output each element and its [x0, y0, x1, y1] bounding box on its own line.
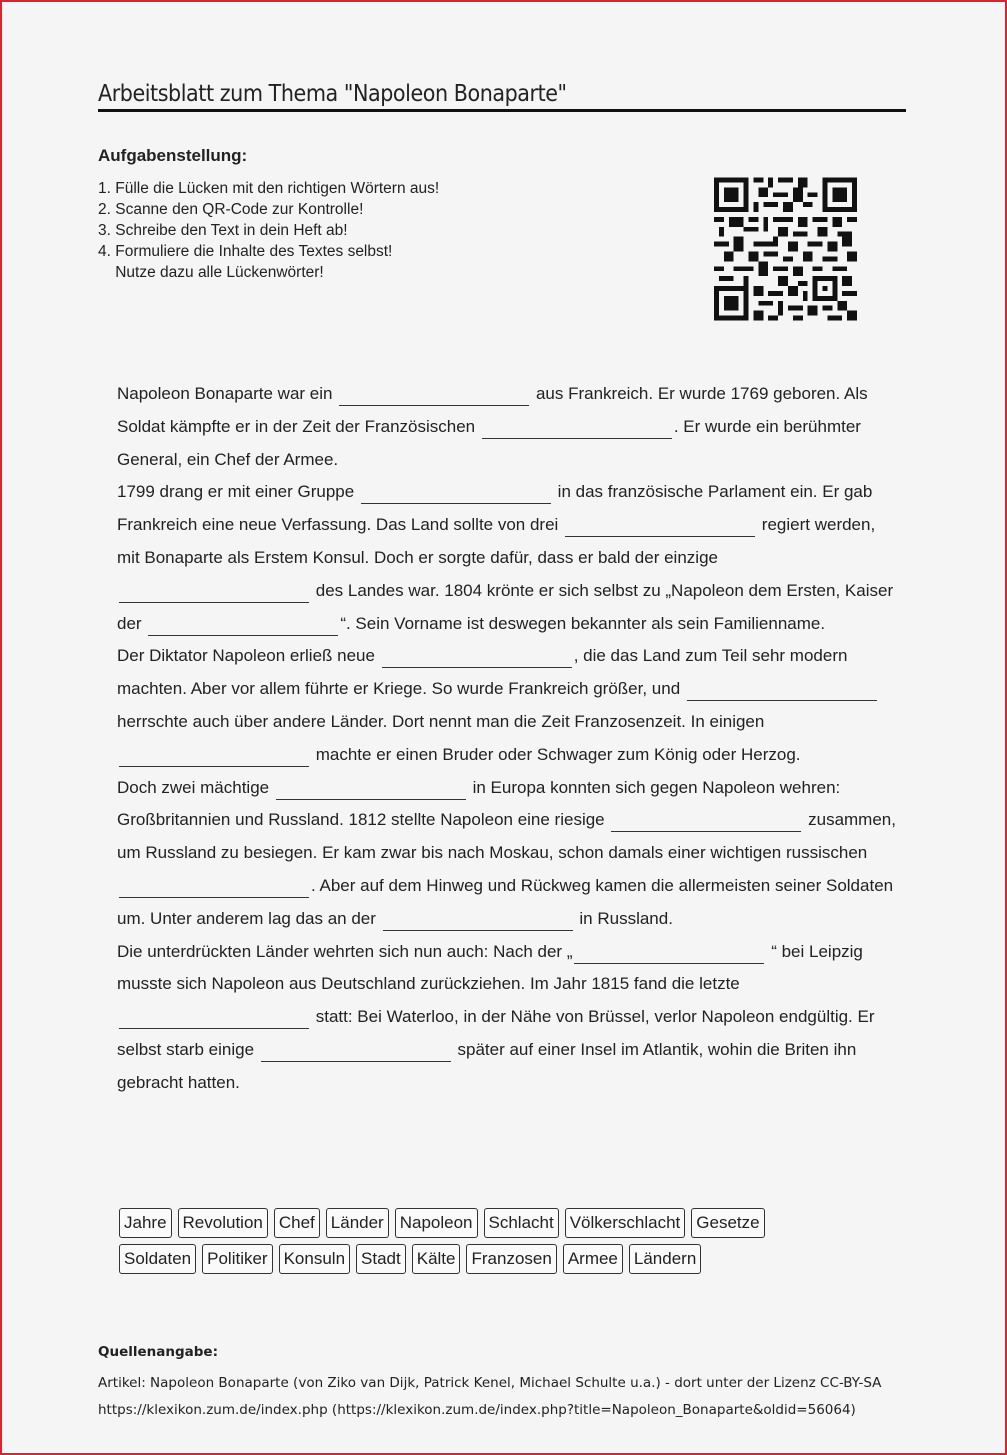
word-chip[interactable]: Kälte: [412, 1244, 461, 1274]
worksheet-title: Arbeitsblatt zum Thema "Napoleon Bonaparte": [98, 81, 567, 107]
blank-gap[interactable]: [383, 910, 573, 931]
word-chip[interactable]: Stadt: [356, 1244, 406, 1274]
blank-gap[interactable]: [382, 647, 572, 668]
word-chip[interactable]: Gesetze: [691, 1208, 764, 1238]
qr-code-icon[interactable]: [714, 176, 857, 322]
blank-gap[interactable]: [119, 1008, 309, 1029]
source-section: [98, 1344, 948, 1424]
blank-gap[interactable]: [687, 680, 877, 701]
word-chip[interactable]: Konsuln: [279, 1244, 350, 1274]
blank-gap[interactable]: [119, 582, 309, 603]
paragraph-3: Der Diktator Napoleon erließ neue , die das Land zum Teil sehr modern machten. Aber vor allem führte er Kriege. So wurde Frankreich größer, und herrschte auch über andere Länder. Dort nennt man die Zeit Franzosenzeit. In einigen machte er einen Bruder oder Schwager zum König oder Herzog.: [117, 640, 897, 771]
cloze-text: [117, 378, 897, 1100]
task-heading: Aufgabenstellung:: [98, 146, 248, 165]
blank-gap[interactable]: [565, 516, 755, 537]
word-chip[interactable]: Völkerschlacht: [565, 1208, 686, 1238]
blank-gap[interactable]: [361, 483, 551, 504]
word-chip[interactable]: Napoleon: [395, 1208, 478, 1238]
blank-gap[interactable]: [148, 615, 338, 636]
blank-gap[interactable]: [482, 418, 672, 439]
word-chip[interactable]: Länder: [326, 1208, 389, 1238]
blank-gap[interactable]: [261, 1041, 451, 1062]
word-chip[interactable]: Schlacht: [484, 1208, 559, 1238]
task-item: 4. Formuliere die Inhalte des Textes selbst!: [98, 243, 393, 260]
word-chip[interactable]: Ländern: [629, 1244, 701, 1274]
blank-gap[interactable]: [611, 811, 801, 832]
paragraph-4: Doch zwei mächtige in Europa konnten sich gegen Napoleon wehren: Großbritannien und Russland. 1812 stellte Napoleon eine riesige zusammen, um Russland zu besiegen. Er kam zwar bis nach Moskau, schon damals einer wichtigen russischen . Aber auf dem Hinweg und Rückweg kamen die allermeisten seiner Soldaten um. Unter anderem lag das an der in Russland.: [117, 772, 897, 936]
task-item: Nutze dazu alle Lückenwörter!: [98, 264, 324, 281]
paragraph-5: Die unterdrückten Länder wehrten sich nun auch: Nach der „ “ bei Leipzig musste sich Napoleon aus Deutschland zurückziehen. Im Jahr 1815 fand die letzte statt: Bei Waterloo, in der Nähe von Brüssel, verlor Napoleon endgültig. Er selbst starb einige später auf einer Insel im Atlantik, wohin die Briten ihn gebracht hatten.: [117, 941, 875, 1092]
word-chip[interactable]: Chef: [274, 1208, 320, 1238]
word-bank-row: [119, 1244, 839, 1274]
paragraph-2: 1799 drang er mit einer Gruppe in das französische Parlament ein. Er gab Frankreich eine neue Verfassung. Das Land sollte von drei regiert werden, mit Bonaparte als Erstem Konsul. Doch er sorgte dafür, dass er bald der einzige des Landes war. 1804 krönte er sich selbst zu „Napoleon dem Ersten, Kaiser der “. Sein Vorname ist deswegen bekannter als sein Familienname.: [117, 476, 897, 640]
word-chip[interactable]: Soldaten: [119, 1244, 196, 1274]
blank-gap[interactable]: [276, 779, 466, 800]
title-underline: [98, 109, 906, 112]
paragraph-1: Napoleon Bonaparte war ein aus Frankreich. Er wurde 1769 geboren. Als Soldat kämpfte er in der Zeit der Französischen . Er wurde ein berühmter General, ein Chef der Armee.: [117, 384, 868, 469]
task-list: [98, 178, 439, 283]
task-item: 3. Schreibe den Text in dein Heft ab!: [98, 222, 348, 239]
blank-gap[interactable]: [119, 877, 309, 898]
word-chip[interactable]: Armee: [563, 1244, 623, 1274]
word-chip[interactable]: Revolution: [178, 1208, 268, 1238]
blank-gap[interactable]: [574, 943, 764, 964]
task-item: 2. Scanne den QR-Code zur Kontrolle!: [98, 201, 364, 218]
source-heading: Quellenangabe:: [98, 1344, 218, 1360]
blank-gap[interactable]: [119, 746, 309, 767]
blank-gap[interactable]: [339, 385, 529, 406]
source-article: Artikel: Napoleon Bonaparte (von Ziko van Dijk, Patrick Kenel, Michael Schulte u.a.) - dort unter der Lizenz CC-BY-SA: [98, 1375, 882, 1391]
word-bank-row: [119, 1208, 839, 1238]
word-bank: [119, 1208, 839, 1280]
word-chip[interactable]: Politiker: [202, 1244, 272, 1274]
word-chip[interactable]: Franzosen: [466, 1244, 556, 1274]
word-chip[interactable]: Jahre: [119, 1208, 172, 1238]
source-link[interactable]: https://klexikon.zum.de/index.php (https://klexikon.zum.de/index.php?title=Napoleon_Bonaparte&oldid=56064): [98, 1402, 856, 1418]
task-item: 1. Fülle die Lücken mit den richtigen Wörtern aus!: [98, 180, 440, 197]
